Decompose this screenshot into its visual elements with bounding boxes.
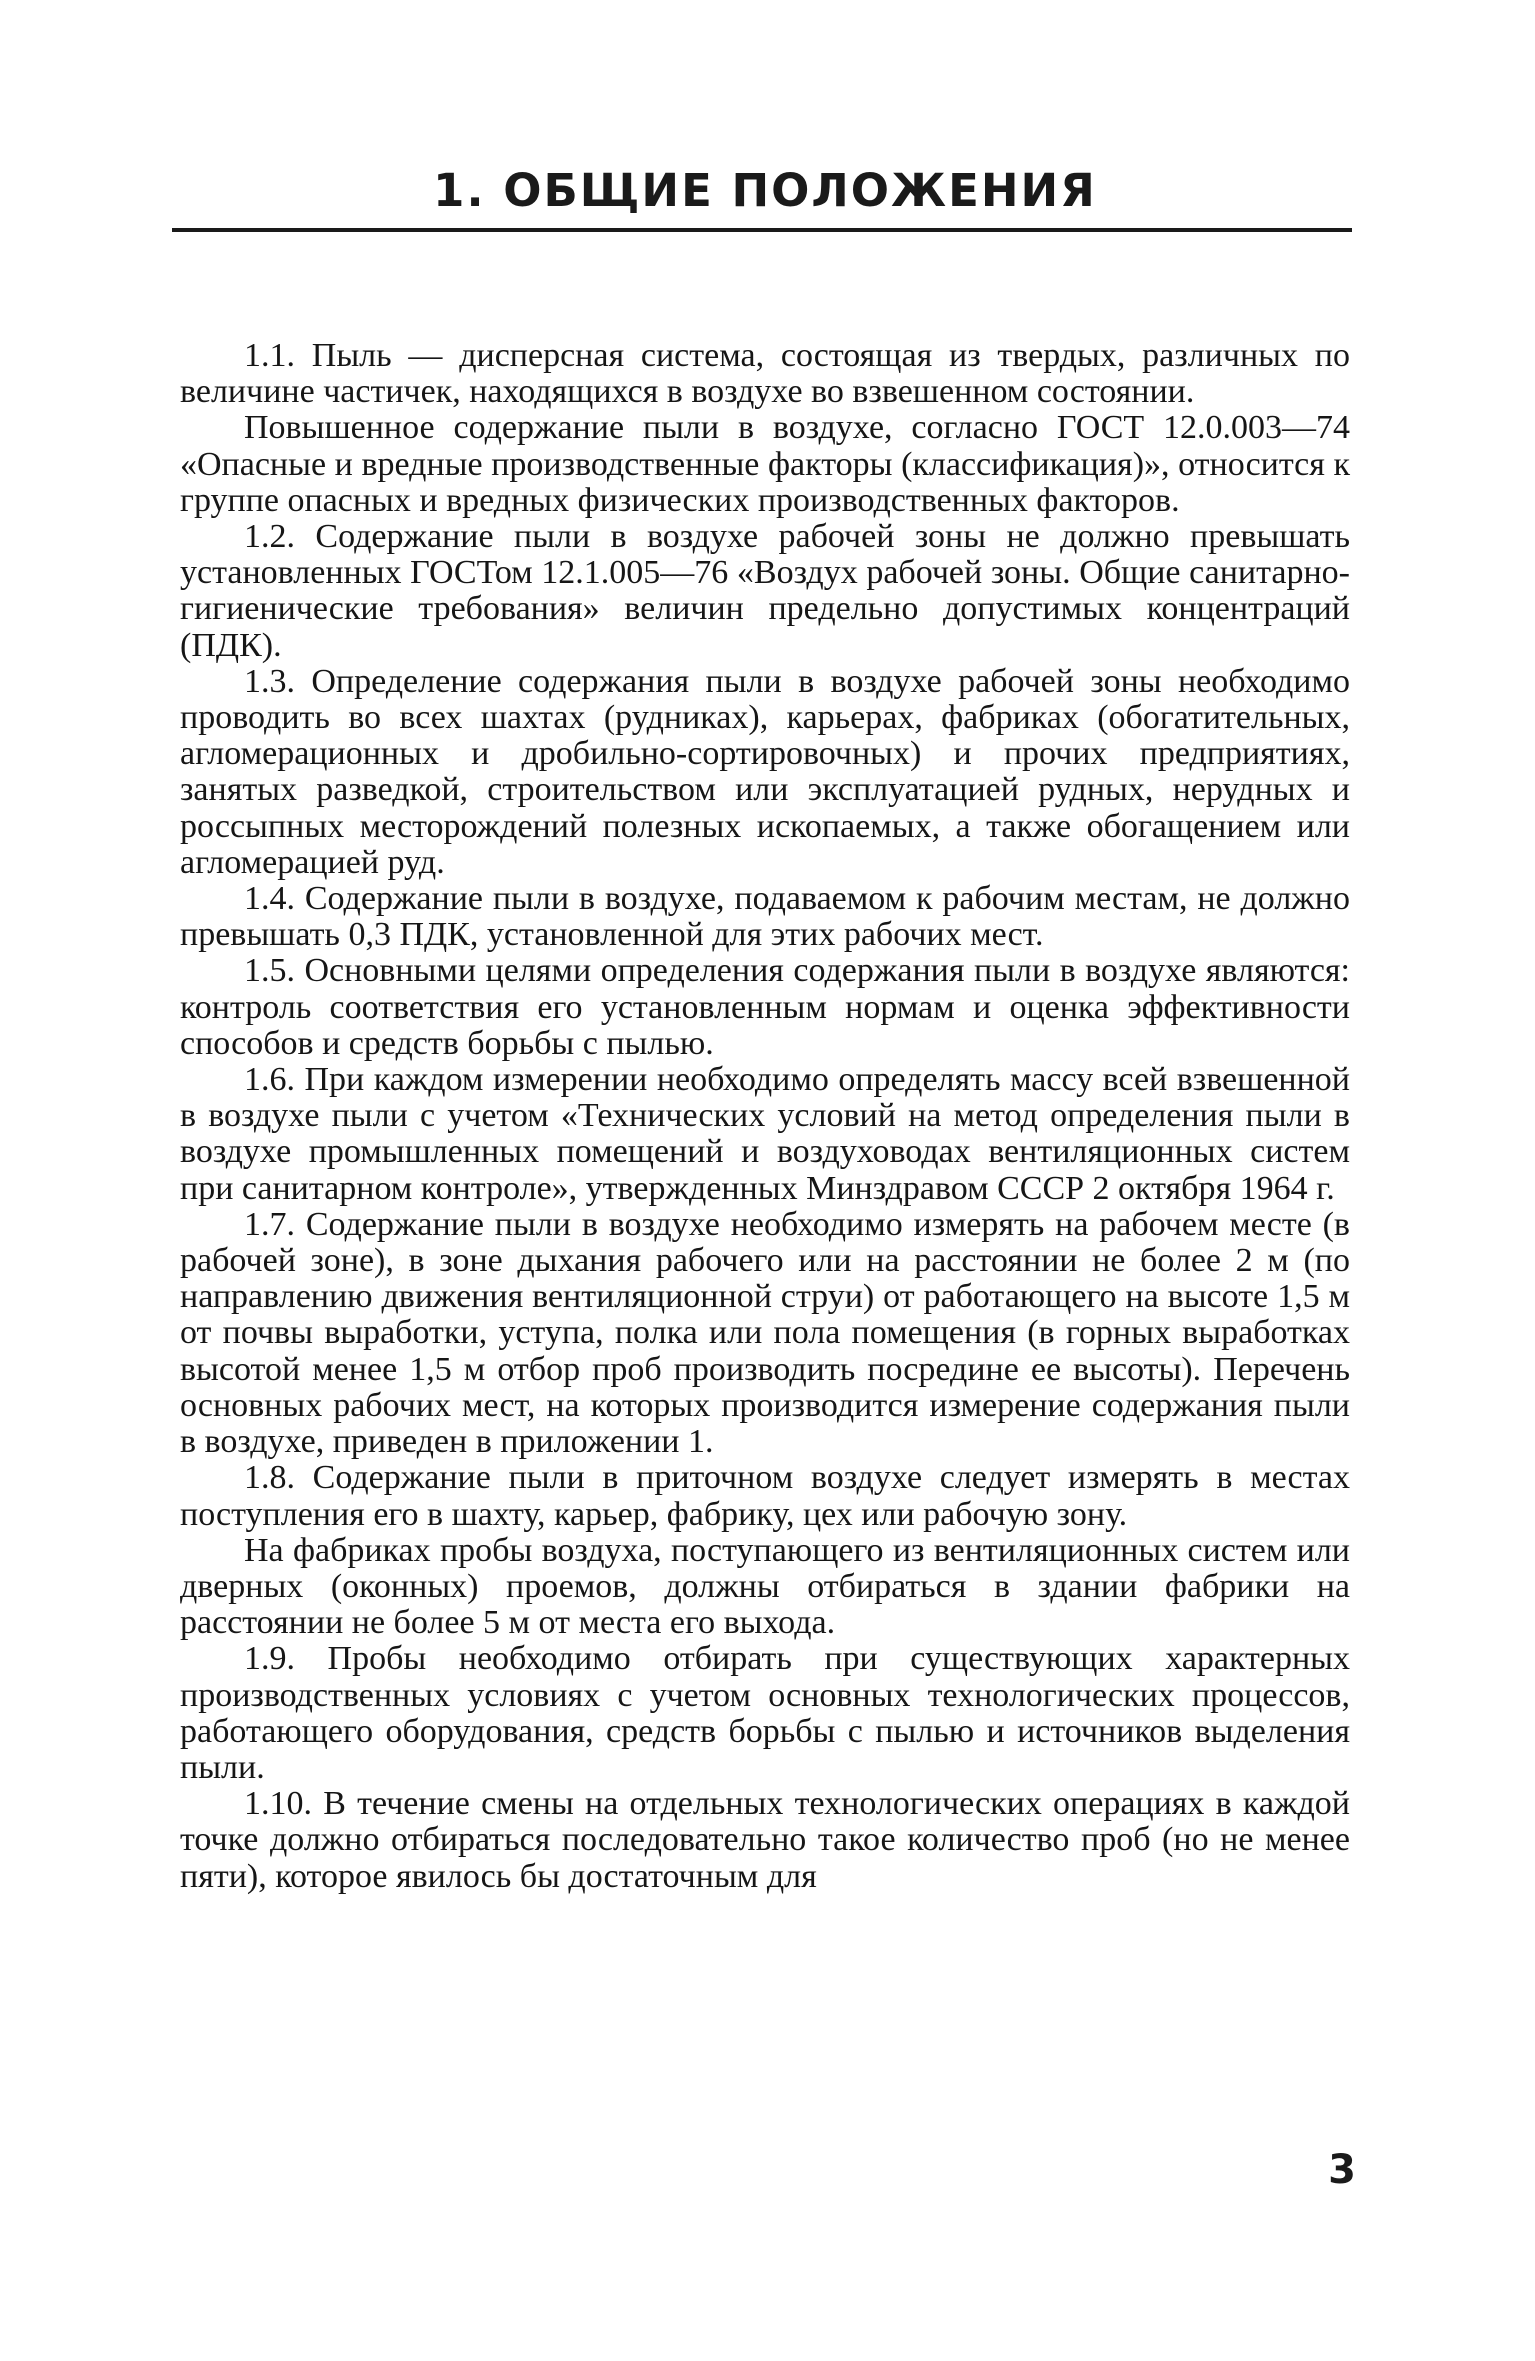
body-text	[180, 338, 1350, 1895]
paragraph-1-8: 1.8. Содержание пыли в приточном воздухе следует измерять в местах поступления его в шахту, карьер, фабрику, цех или рабочую зону.	[180, 1459, 1350, 1533]
paragraph-1-3: 1.3. Определение содержания пыли в воздухе рабочей зоны необходимо проводить во всех шахтах (рудниках), карьерах, фабриках (обогатительных, агломерационных и дробильно-сортировочных) и прочих предприятиях, занятых разведкой, строительством или эксплуатацией рудных, нерудных и россыпных месторождений полезных ископаемых, а также обогащением или агломерацией руд.	[180, 662, 1350, 881]
page-number: 3	[1328, 2147, 1356, 2193]
paragraph-1-2: 1.2. Содержание пыли в воздухе рабочей зоны не должно превышать установленных ГОСТом 12.1.005—76 «Воздух рабочей зоны. Общие санитарно-гигиенические требования» величин предельно допустимых концентраций (ПДК).	[180, 518, 1350, 664]
paragraph-1-6: 1.6. При каждом измерении необходимо определять массу всей взвешенной в воздухе пыли с учетом «Технических условий на метод определения пыли в воздухе промышленных помещений и воздуховодах вентиляционных систем при санитарном контроле», утвержденных Минздравом СССР 2 октября 1964 г.	[180, 1061, 1350, 1207]
section-title: 1. ОБЩИЕ ПОЛОЖЕНИЯ	[433, 164, 1097, 217]
paragraph-1-10: 1.10. В течение смены на отдельных технологических операциях в каждой точке должно отбираться последовательно такое количество проб (но не менее пяти), которое явилось бы достаточным для	[180, 1785, 1350, 1895]
paragraph-1-7: 1.7. Содержание пыли в воздухе необходимо измерять на рабочем месте (в рабочей зоне), в зоне дыхания рабочего или на расстоянии не более 2 м (по направлению движения вентиляционной струи) от работающего на высоте 1,5 м от почвы выработки, уступа, полка или пола помещения (в горных выработках высотой менее 1,5 м отбор проб производить посредине ее высоты). Перечень основных рабочих мест, на которых производится измерение содержания пыли в воздухе, приведен в приложении 1.	[180, 1205, 1350, 1461]
paragraph-1-4: 1.4. Содержание пыли в воздухе, подаваемом к рабочим местам, не должно превышать 0,3 ПДК, установленной для этих рабочих мест.	[180, 880, 1350, 954]
paragraph-1-1-continued: Повышенное содержание пыли в воздухе, согласно ГОСТ 12.0.003—74 «Опасные и вредные производственные факторы (классификация)», относится к группе опасных и вредных физических производственных факторов.	[180, 409, 1350, 519]
paragraph-1-1: 1.1. Пыль — дисперсная система, состоящая из твердых, различных по величине частичек, находящихся в воздухе во взвешенном состоянии.	[180, 337, 1350, 411]
paragraph-1-9: 1.9. Пробы необходимо отбирать при существующих характерных производственных условиях с учетом основных технологических процессов, работающего оборудования, средств борьбы с пылью и источников выделения пыли.	[180, 1640, 1350, 1786]
title-underline	[172, 228, 1352, 232]
paragraph-1-5: 1.5. Основными целями определения содержания пыли в воздухе являются: контроль соответствия его установленным нормам и оценка эффективности способов и средств борьбы с пылью.	[180, 952, 1350, 1062]
paragraph-1-8-continued: На фабриках пробы воздуха, поступающего из вентиляционных систем или дверных (оконных) проемов, должны отбираться в здании фабрики на расстоянии не более 5 м от места его выхода.	[180, 1531, 1350, 1642]
